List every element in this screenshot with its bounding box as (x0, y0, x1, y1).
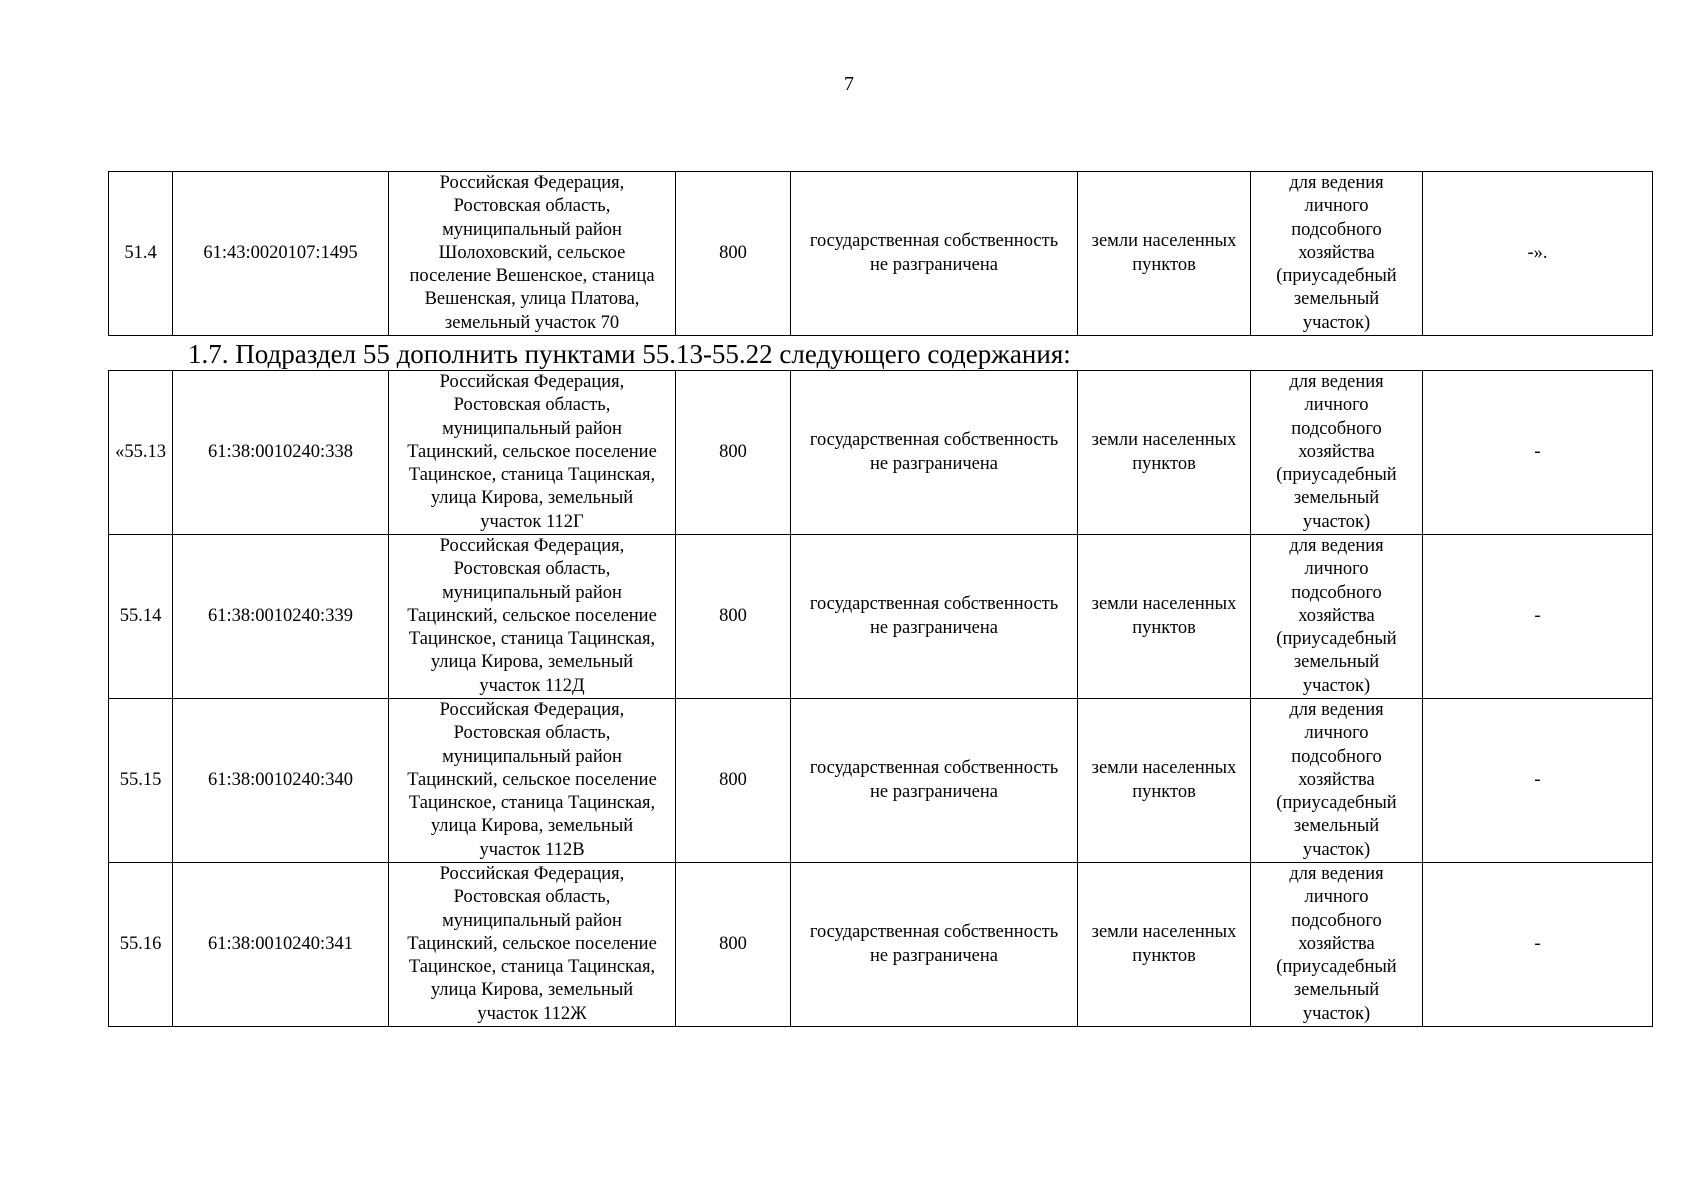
item-number-cell: 55.15 (109, 699, 173, 863)
cell-text-line: личного (1304, 723, 1369, 744)
cell-text-line: Российская Федерация, (439, 864, 625, 885)
cell-text-line: Российская Федерация, (439, 700, 625, 721)
cell-text-line: земельный (1293, 816, 1380, 837)
cell-text-line: подсобного (1291, 418, 1382, 439)
cell-text-line: Шолоховский, сельское (438, 242, 626, 263)
item-number-cell: 51.4 (109, 172, 173, 336)
cell-text-line: (приусадебный (1276, 957, 1397, 978)
cell-text-line: хозяйства (1298, 441, 1375, 462)
cadastral-number-cell: 61:38:0010240:339 (173, 535, 389, 699)
note-cell: -». (1423, 172, 1653, 336)
cell-text-line: Российская Федерация, (439, 173, 625, 194)
area-cell: 800 (676, 172, 791, 336)
cell-text-line: государственная собственность (809, 594, 1059, 615)
cell-text-line: муниципальный район (442, 219, 622, 240)
table-row (109, 535, 1653, 699)
address-cell (389, 863, 676, 1027)
cell-text-line: земли населенных (1091, 594, 1237, 615)
cell-text-line: участок) (1302, 675, 1371, 696)
cell-text-line: участок) (1302, 839, 1371, 860)
cell-text-line: (приусадебный (1276, 465, 1397, 486)
cell-text-line: пунктов (1132, 617, 1196, 638)
land-category-cell (1078, 863, 1251, 1027)
item-number-cell: «55.13 (109, 371, 173, 535)
land-category-cell (1078, 699, 1251, 863)
cell-text-line: пунктов (1132, 453, 1196, 474)
area-cell: 800 (676, 863, 791, 1027)
cell-text-line: муниципальный район (442, 910, 622, 931)
cell-text-line: государственная собственность (809, 231, 1059, 252)
cell-text-line: Российская Федерация, (439, 536, 625, 557)
table-row (109, 863, 1653, 1027)
address-cell (389, 535, 676, 699)
cell-text-line: Тацинское, станица Тацинская, (408, 629, 656, 650)
cell-text-line: улица Кирова, земельный (430, 980, 634, 1001)
cell-text-line: подсобного (1291, 582, 1382, 603)
land-plots-table-top (108, 171, 1653, 336)
cell-text-line: земельный (1293, 652, 1380, 673)
table-row (109, 172, 1653, 336)
cell-text-line: участок 112Д (479, 675, 585, 696)
address-cell (389, 172, 676, 336)
note-cell: - (1423, 863, 1653, 1027)
cell-text-line: государственная собственность (809, 430, 1059, 451)
note-cell: - (1423, 699, 1653, 863)
cadastral-number-cell: 61:38:0010240:341 (173, 863, 389, 1027)
cell-text-line: личного (1304, 559, 1369, 580)
cell-text-line: личного (1304, 887, 1369, 908)
cell-text-line: Российская Федерация, (439, 372, 625, 393)
cell-text-line: улица Кирова, земельный (430, 816, 634, 837)
cell-text-line: для ведения (1289, 864, 1384, 885)
cell-text-line: подсобного (1291, 219, 1382, 240)
cell-text-line: хозяйства (1298, 933, 1375, 954)
permitted-use-cell (1251, 699, 1423, 863)
cell-text-line: участок) (1302, 312, 1371, 333)
ownership-cell (791, 371, 1078, 535)
cell-text-line: личного (1304, 395, 1369, 416)
note-cell: - (1423, 535, 1653, 699)
cell-text-line: подсобного (1291, 910, 1382, 931)
cadastral-number-cell: 61:43:0020107:1495 (173, 172, 389, 336)
cell-text-line: не разграничена (870, 254, 998, 275)
cadastral-number-cell: 61:38:0010240:340 (173, 699, 389, 863)
cell-text-line: земли населенных (1091, 231, 1237, 252)
ownership-cell (791, 863, 1078, 1027)
cell-text-line: земли населенных (1091, 758, 1237, 779)
address-cell (389, 371, 676, 535)
cell-text-line: поселение Вешенское, станица (409, 266, 655, 287)
cell-text-line: хозяйства (1298, 769, 1375, 790)
cell-text-line: для ведения (1289, 173, 1384, 194)
cell-text-line: (приусадебный (1276, 629, 1397, 650)
cell-text-line: государственная собственность (809, 758, 1059, 779)
cell-text-line: хозяйства (1298, 605, 1375, 626)
cell-text-line: улица Кирова, земельный (430, 488, 634, 509)
cell-text-line: Тацинский, сельское поселение (407, 605, 657, 626)
land-plots-table-bottom (108, 370, 1653, 1027)
cell-text-line: личного (1304, 196, 1369, 217)
cell-text-line: (приусадебный (1276, 266, 1397, 287)
cell-text-line: Ростовская область, (453, 887, 611, 908)
permitted-use-cell (1251, 863, 1423, 1027)
cell-text-line: участок 112Г (480, 511, 584, 532)
cell-text-line: улица Кирова, земельный (430, 652, 634, 673)
cell-text-line: Тацинский, сельское поселение (407, 769, 657, 790)
cell-text-line: для ведения (1289, 536, 1384, 557)
cell-text-line: муниципальный район (442, 418, 622, 439)
cell-text-line: для ведения (1289, 700, 1384, 721)
permitted-use-cell (1251, 172, 1423, 336)
cell-text-line: Ростовская область, (453, 723, 611, 744)
cell-text-line: участок) (1302, 1003, 1371, 1024)
permitted-use-cell (1251, 371, 1423, 535)
cell-text-line: земельный (1293, 980, 1380, 1001)
table-row (109, 371, 1653, 535)
area-cell: 800 (676, 699, 791, 863)
cell-text-line: Вешенская, улица Платова, (424, 289, 640, 310)
note-cell: - (1423, 371, 1653, 535)
cell-text-line: земли населенных (1091, 430, 1237, 451)
cell-text-line: государственная собственность (809, 922, 1059, 943)
area-cell: 800 (676, 535, 791, 699)
item-number-cell: 55.14 (109, 535, 173, 699)
cell-text-line: участок 112В (479, 839, 585, 860)
page-number: 7 (844, 73, 854, 95)
cell-text-line: муниципальный район (442, 746, 622, 767)
cell-text-line: Ростовская область, (453, 196, 611, 217)
ownership-cell (791, 535, 1078, 699)
cell-text-line: участок 112Ж (477, 1003, 587, 1024)
cell-text-line: земельный (1293, 488, 1380, 509)
ownership-cell (791, 699, 1078, 863)
cell-text-line: Тацинское, станица Тацинская, (408, 957, 656, 978)
land-category-cell (1078, 371, 1251, 535)
cell-text-line: не разграничена (870, 453, 998, 474)
cell-text-line: Тацинский, сельское поселение (407, 933, 657, 954)
cell-text-line: земли населенных (1091, 922, 1237, 943)
cell-text-line: пунктов (1132, 945, 1196, 966)
area-cell: 800 (676, 371, 791, 535)
cell-text-line: не разграничена (870, 781, 998, 802)
address-cell (389, 699, 676, 863)
cell-text-line: Тацинское, станица Тацинская, (408, 465, 656, 486)
cell-text-line: не разграничена (870, 945, 998, 966)
cell-text-line: муниципальный район (442, 582, 622, 603)
amendment-instruction: 1.7. Подраздел 55 дополнить пунктами 55.13-55.22 следующего содержания: (188, 339, 1071, 369)
table-row (109, 699, 1653, 863)
cell-text-line: подсобного (1291, 746, 1382, 767)
land-category-cell (1078, 172, 1251, 336)
cell-text-line: Тацинское, станица Тацинская, (408, 793, 656, 814)
cell-text-line: для ведения (1289, 372, 1384, 393)
cell-text-line: пунктов (1132, 254, 1196, 275)
item-number-cell: 55.16 (109, 863, 173, 1027)
cell-text-line: Ростовская область, (453, 395, 611, 416)
permitted-use-cell (1251, 535, 1423, 699)
cadastral-number-cell: 61:38:0010240:338 (173, 371, 389, 535)
cell-text-line: Тацинский, сельское поселение (407, 441, 657, 462)
cell-text-line: (приусадебный (1276, 793, 1397, 814)
cell-text-line: хозяйства (1298, 242, 1375, 263)
cell-text-line: Ростовская область, (453, 559, 611, 580)
cell-text-line: пунктов (1132, 781, 1196, 802)
land-category-cell (1078, 535, 1251, 699)
ownership-cell (791, 172, 1078, 336)
cell-text-line: земельный участок 70 (444, 312, 620, 333)
cell-text-line: земельный (1293, 289, 1380, 310)
cell-text-line: участок) (1302, 511, 1371, 532)
cell-text-line: не разграничена (870, 617, 998, 638)
